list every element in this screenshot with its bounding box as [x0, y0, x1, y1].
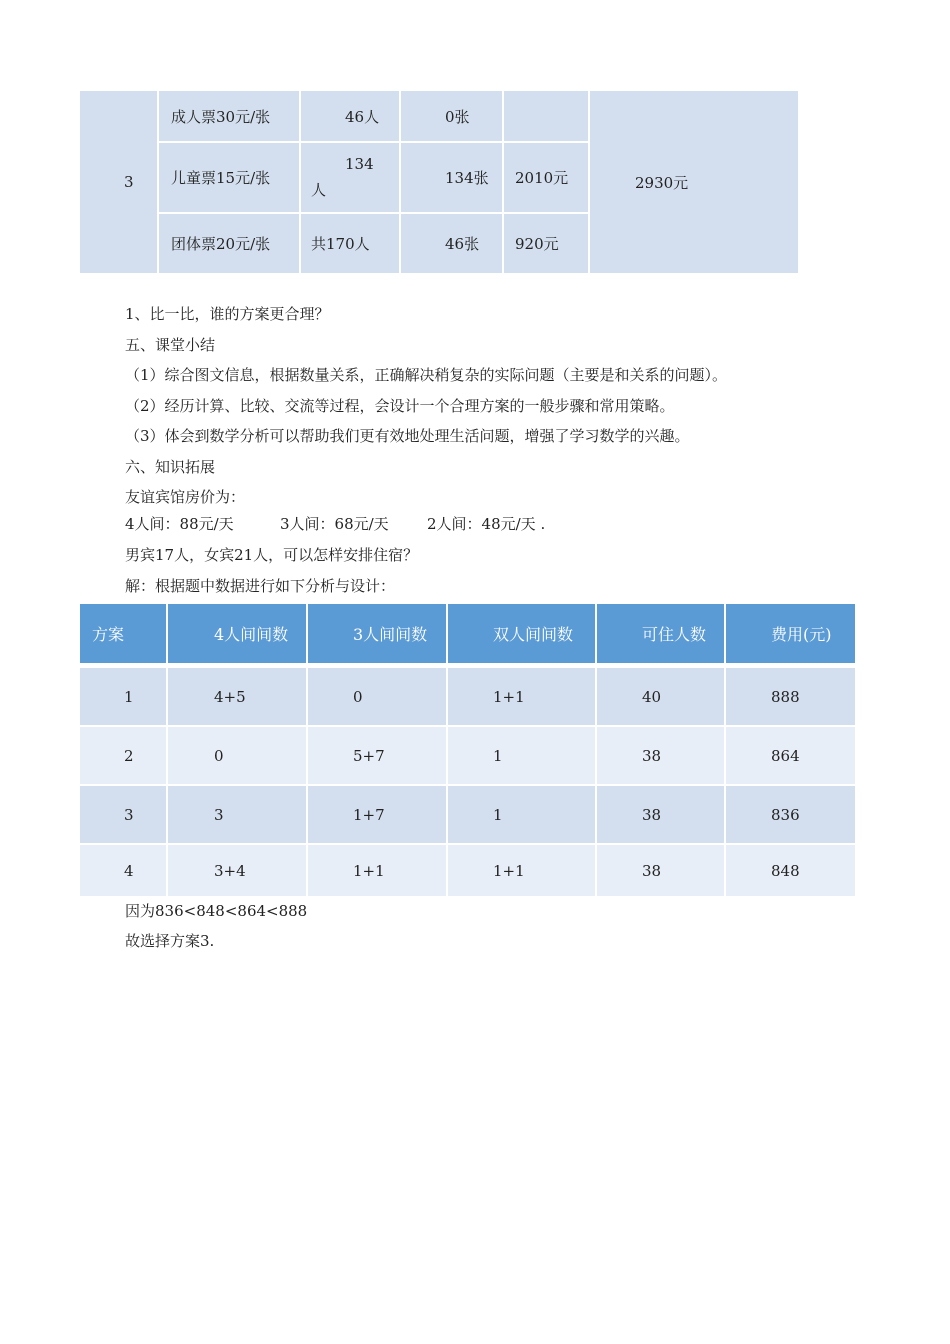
summary-item-1: （1）综合图文信息，根据数量关系，正确解决稍复杂的实际问题（主要是和关系的问题）。 — [125, 366, 728, 384]
summary-item-2: （2）经历计算、比较、交流等过程，会设计一个合理方案的一般步骤和常用策略。 — [125, 397, 675, 415]
header-cell: 4人间间数 — [168, 604, 306, 663]
total-cost: 2930元 — [635, 173, 689, 192]
section-heading-summary: 五、课堂小结 — [125, 336, 216, 354]
header-cell: 3人间间数 — [308, 604, 446, 663]
table-cell: 38 — [597, 786, 724, 843]
cost-cell: 920元 — [504, 214, 588, 273]
table-cell: 5+7 — [308, 727, 446, 784]
people-cell: 134 人 — [301, 143, 399, 212]
comparison-line: 因为836<848<864<888 — [125, 902, 308, 920]
table-cell: 1 — [448, 727, 595, 784]
ticket-type-cell: 儿童票15元/张 — [159, 143, 299, 212]
table-cell: 38 — [597, 727, 724, 784]
table-cell: 1+1 — [448, 845, 595, 896]
header-cell: 费用(元) — [726, 604, 855, 663]
ticket-count-cell: 46张 — [401, 214, 502, 273]
table-cell: 40 — [597, 668, 724, 725]
table-cell: 0 — [308, 668, 446, 725]
price-4-room: 4人间：88元/天 — [125, 515, 234, 533]
table-cell: 836 — [726, 786, 855, 843]
header-cell: 方案 — [80, 604, 166, 663]
table-cell: 1+7 — [308, 786, 446, 843]
plan-number: 3 — [124, 173, 134, 191]
conclusion-line: 故选择方案3. — [125, 932, 215, 950]
table-cell: 38 — [597, 845, 724, 896]
table-cell: 864 — [726, 727, 855, 784]
ticket-type-cell: 成人票30元/张 — [159, 91, 299, 141]
table-cell: 1 — [448, 786, 595, 843]
solution-intro: 解：根据题中数据进行如下分析与设计： — [125, 577, 396, 595]
question-compare: 1、比一比，谁的方案更合理？ — [125, 305, 330, 323]
plan-number-cell — [80, 91, 157, 273]
table-cell: 3 — [80, 786, 166, 843]
table-cell: 3+4 — [168, 845, 306, 896]
people-cell: 共170人 — [301, 214, 399, 273]
table-cell: 1+1 — [308, 845, 446, 896]
ticket-count-cell: 134张 — [401, 143, 502, 212]
ticket-plan-table — [80, 91, 798, 273]
table-cell: 3 — [168, 786, 306, 843]
ticket-count-cell: 0张 — [401, 91, 502, 141]
summary-item-3: （3）体会到数学分析可以帮助我们更有效地处理生活问题，增强了学习数学的兴趣。 — [125, 427, 690, 445]
table-cell: 888 — [726, 668, 855, 725]
price-3-room: 3人间：68元/天 — [280, 515, 389, 533]
header-cell: 双人间间数 — [448, 604, 595, 663]
guest-question: 男宾17人，女宾21人，可以怎样安排住宿？ — [125, 546, 419, 564]
header-cell: 可住人数 — [597, 604, 724, 663]
total-cost-cell — [590, 91, 798, 273]
table-cell: 1+1 — [448, 668, 595, 725]
people-cell: 46人 — [301, 91, 399, 141]
cost-cell: 2010元 — [504, 143, 588, 212]
table-cell: 2 — [80, 727, 166, 784]
table-cell: 4 — [80, 845, 166, 896]
price-2-room: 2人间：48元/天 . — [427, 515, 546, 533]
table-cell: 0 — [168, 727, 306, 784]
ticket-type-cell: 团体票20元/张 — [159, 214, 299, 273]
section-heading-extension: 六、知识拓展 — [125, 458, 216, 476]
table-cell: 4+5 — [168, 668, 306, 725]
table-cell: 848 — [726, 845, 855, 896]
table-cell: 1 — [80, 668, 166, 725]
cost-cell — [504, 91, 588, 141]
hotel-price-intro: 友谊宾馆房价为： — [125, 488, 246, 506]
